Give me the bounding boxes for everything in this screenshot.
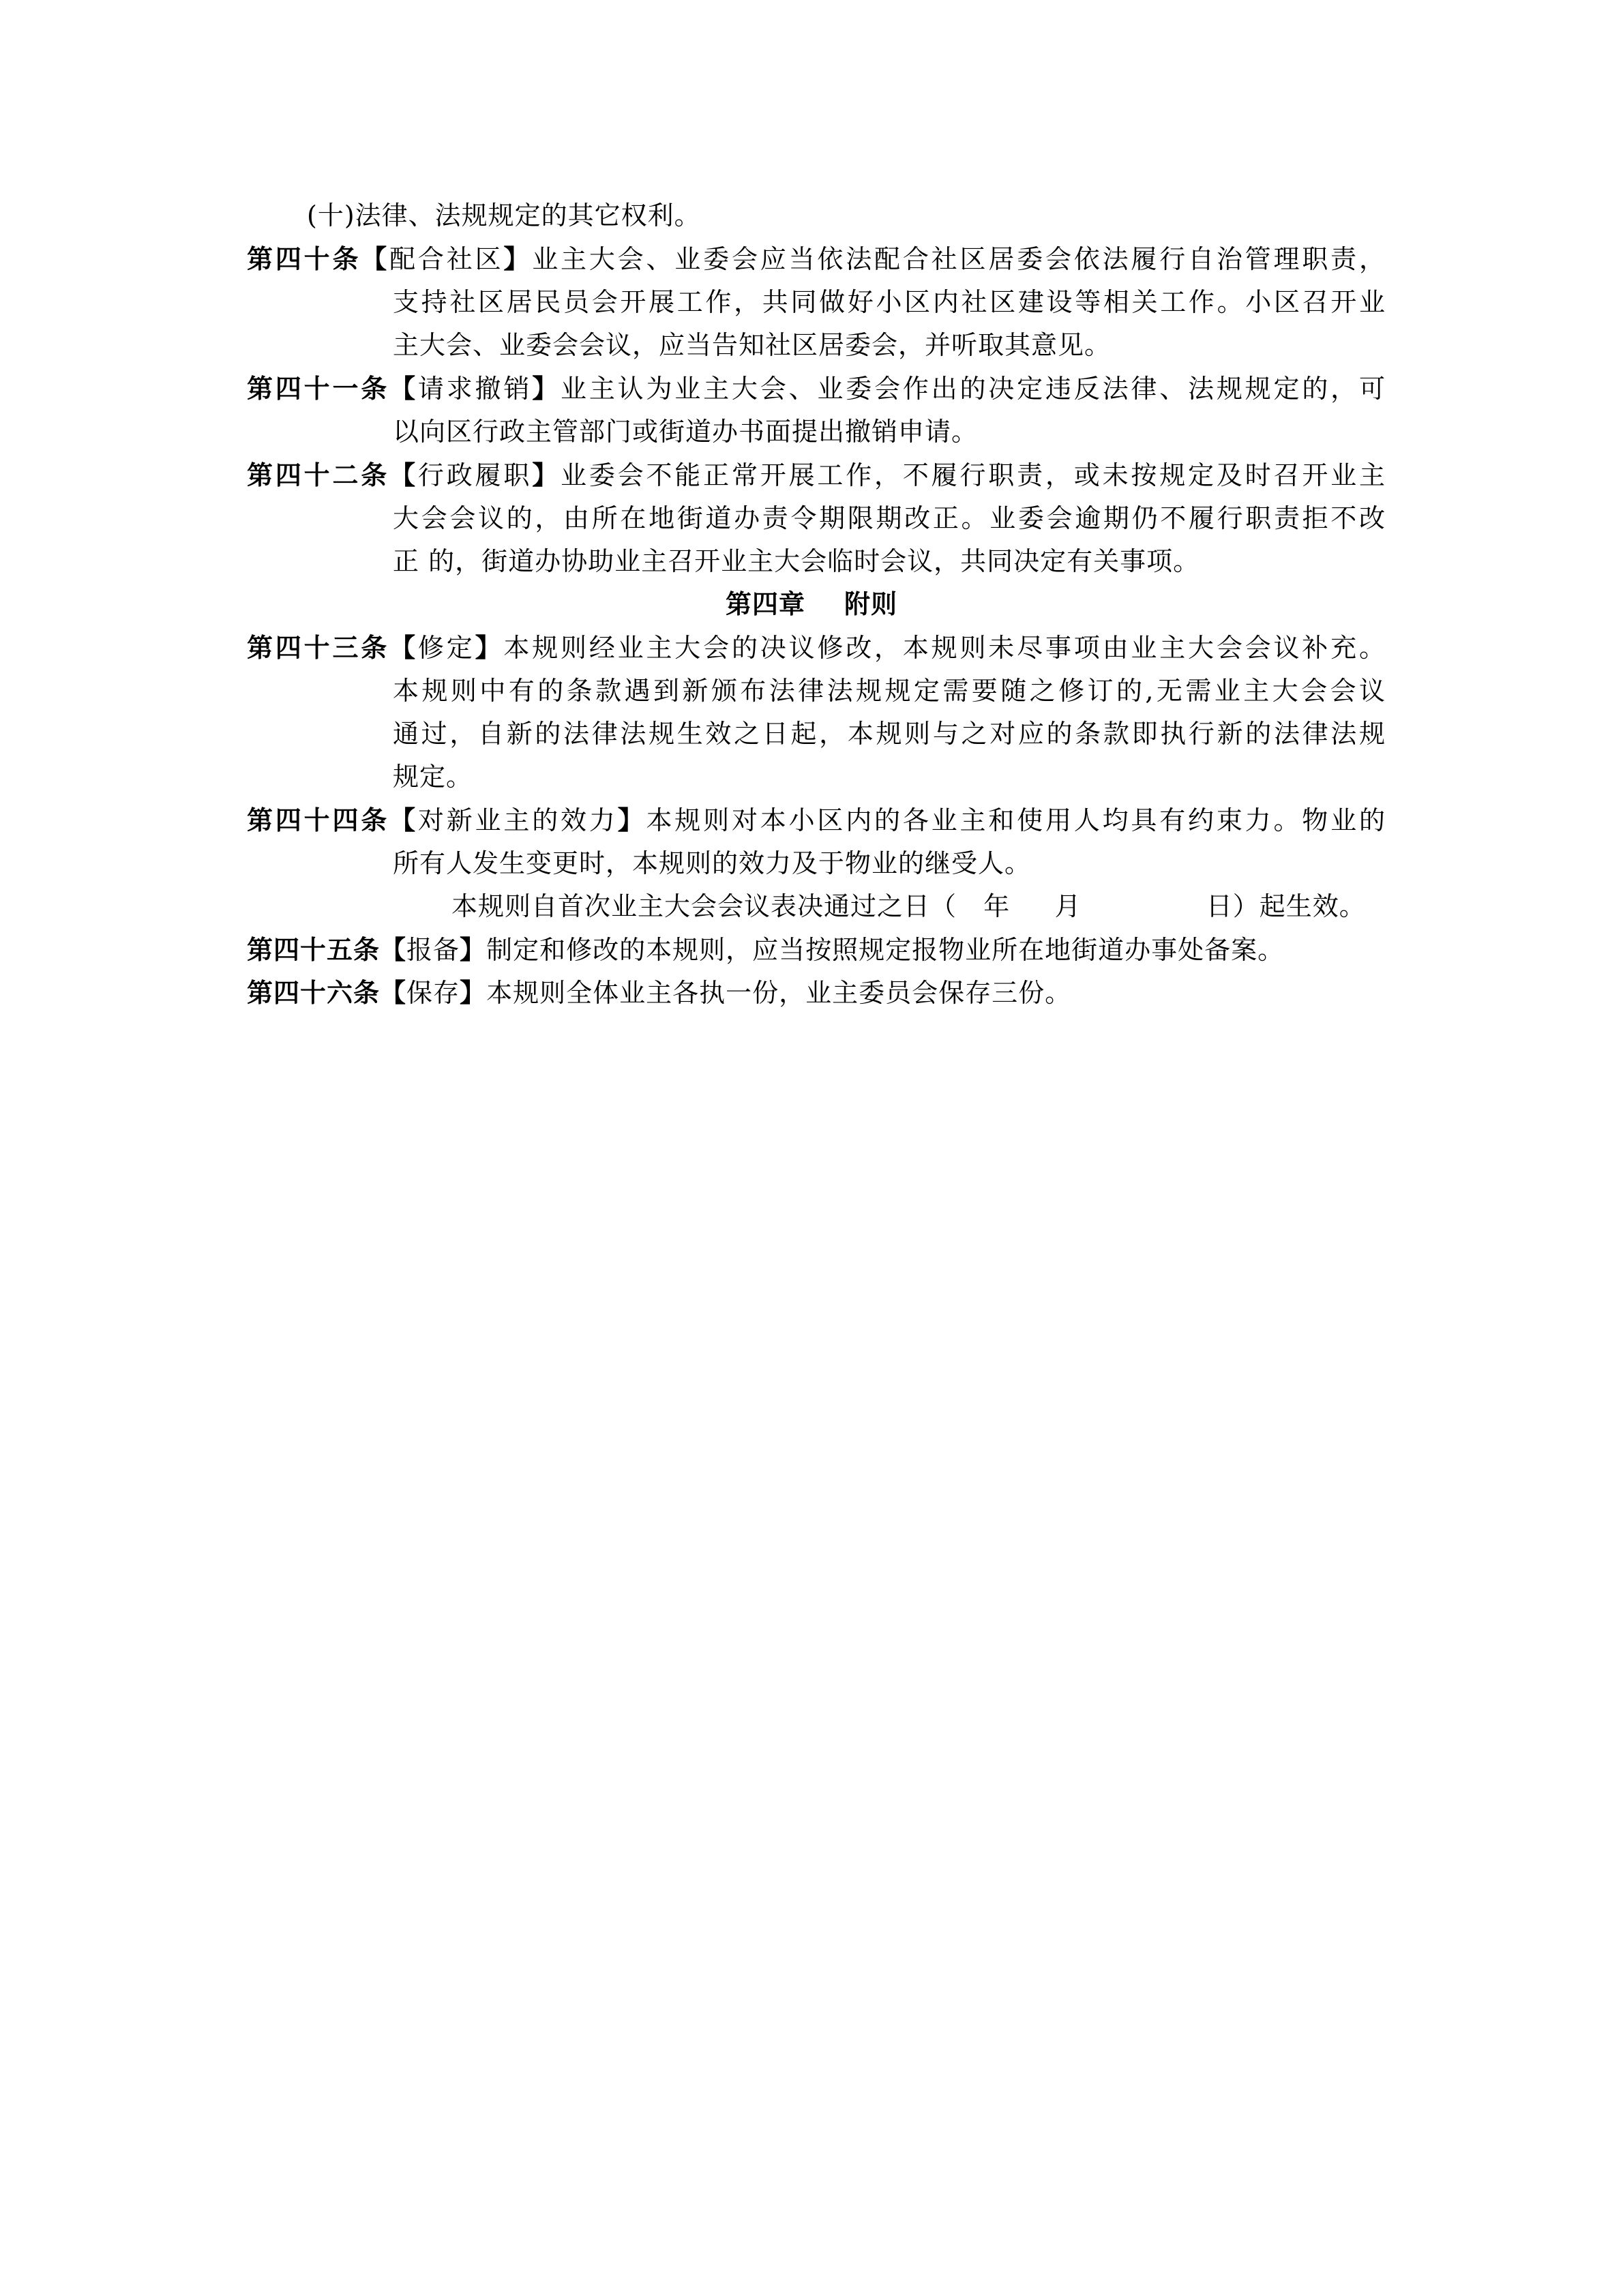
article-45-text-line-1: 制定和修改的本规则，应当按照规定报物业所在地街道办事处备案。 — [486, 935, 1285, 965]
article-40-title: 配合社区 — [389, 244, 504, 274]
article-46-number: 第四十六条 — [247, 977, 381, 1008]
article-46-bracket-open: 【 — [380, 977, 407, 1008]
article-41-number: 第四十一条 — [247, 373, 390, 404]
article-43-number: 第四十三条 — [247, 632, 390, 663]
article-45-bracket-open: 【 — [380, 934, 407, 965]
article-41-title: 请求撤销 — [417, 374, 533, 404]
article-42-number: 第四十二条 — [247, 460, 390, 490]
article-41-text-line-1: 业主认为业主大会、业委会作出的决定违反法律、法规规定的，可 — [561, 374, 1386, 404]
article-40-text-line-3: 主大会、业委会会议，应当告知社区居委会，并听取其意见。 — [393, 330, 1112, 360]
article-44-bracket-close: 】 — [617, 805, 646, 835]
article-45-line — [247, 934, 1284, 966]
article-43-text-line-3: 通过，自新的法律法规生效之日起，本规则与之对应的条款即执行新的法律法规 — [393, 719, 1386, 749]
article-44-title: 对新业主的效力 — [417, 805, 618, 835]
article-42-first-line — [247, 460, 1386, 491]
article-46-line — [247, 977, 1071, 1009]
article-42-text-line-3: 正 的，街道办协助业主召开业主大会临时会议，共同决定有关事项。 — [393, 546, 1200, 576]
article-41-bracket-open: 【 — [389, 373, 418, 404]
article-43-bracket-close: 】 — [475, 632, 504, 663]
article-42-bracket-open: 【 — [389, 460, 418, 490]
article-44-first-line — [247, 805, 1386, 836]
article-40-text-line-1: 业主大会、业委会应当依法配合社区居委会依法履行自治管理职责， — [532, 244, 1386, 274]
article-44-text-line-2: 所有人发生变更时，本规则的效力及于物业的继受人。 — [393, 848, 1032, 878]
article-40-first-line — [247, 243, 1386, 275]
article-45-title: 报备 — [406, 935, 460, 965]
chapter-4-heading: 第四章 附则 — [726, 588, 897, 619]
article-46-text-line-1: 本规则全体业主各执一份，业主委员会保存三份。 — [486, 978, 1072, 1008]
article-43-text-line-1: 本规则经业主大会的决议修改，本规则未尽事项由业主大会会议补充。 — [503, 633, 1386, 663]
article-46-title: 保存 — [406, 978, 460, 1008]
effective-date-line: 本规则自首次业主大会会议表决通过之日（ 年 月 日）起生效。 — [451, 891, 1366, 921]
article-40-text-line-2: 支持社区居民员会开展工作，共同做好小区内社区建设等相关工作。小区召开业 — [393, 287, 1386, 317]
article-44-number: 第四十四条 — [247, 805, 390, 835]
article-43-bracket-open: 【 — [389, 632, 418, 663]
article-43-first-line — [247, 632, 1386, 664]
article-43-text-line-2: 本规则中有的条款遇到新颁布法律法规规定需要随之修订的,无需业主大会会议 — [393, 676, 1386, 706]
article-42-text-line-1: 业委会不能正常开展工作，不履行职责，或未按规定及时召开业主 — [561, 460, 1386, 490]
article-44-bracket-open: 【 — [389, 805, 418, 835]
article-43-title: 修定 — [417, 633, 475, 663]
article-43-text-line-4: 规定。 — [393, 762, 473, 792]
article-41-bracket-close: 】 — [532, 373, 561, 404]
list-item-ten: (十)法律、法规规定的其它权利。 — [307, 200, 701, 230]
article-45-number: 第四十五条 — [247, 934, 381, 965]
article-44-text-line-1: 本规则对本小区内的各业主和使用人均具有约束力。物业的 — [646, 805, 1386, 835]
article-45-bracket-close: 】 — [460, 934, 487, 965]
article-41-text-line-2: 以向区行政主管部门或街道办书面提出撤销申请。 — [393, 417, 979, 447]
article-42-text-line-2: 大会会议的，由所在地街道办责令期限期改正。业委会逾期仍不履行职责拒不改 — [393, 503, 1386, 533]
article-42-title: 行政履职 — [417, 460, 533, 490]
article-42-bracket-close: 】 — [532, 460, 561, 490]
article-40-number: 第四十条 — [247, 243, 361, 274]
article-41-first-line — [247, 373, 1386, 404]
article-40-bracket-open: 【 — [361, 243, 390, 274]
article-46-bracket-close: 】 — [460, 977, 487, 1008]
article-40-bracket-close: 】 — [503, 243, 533, 274]
